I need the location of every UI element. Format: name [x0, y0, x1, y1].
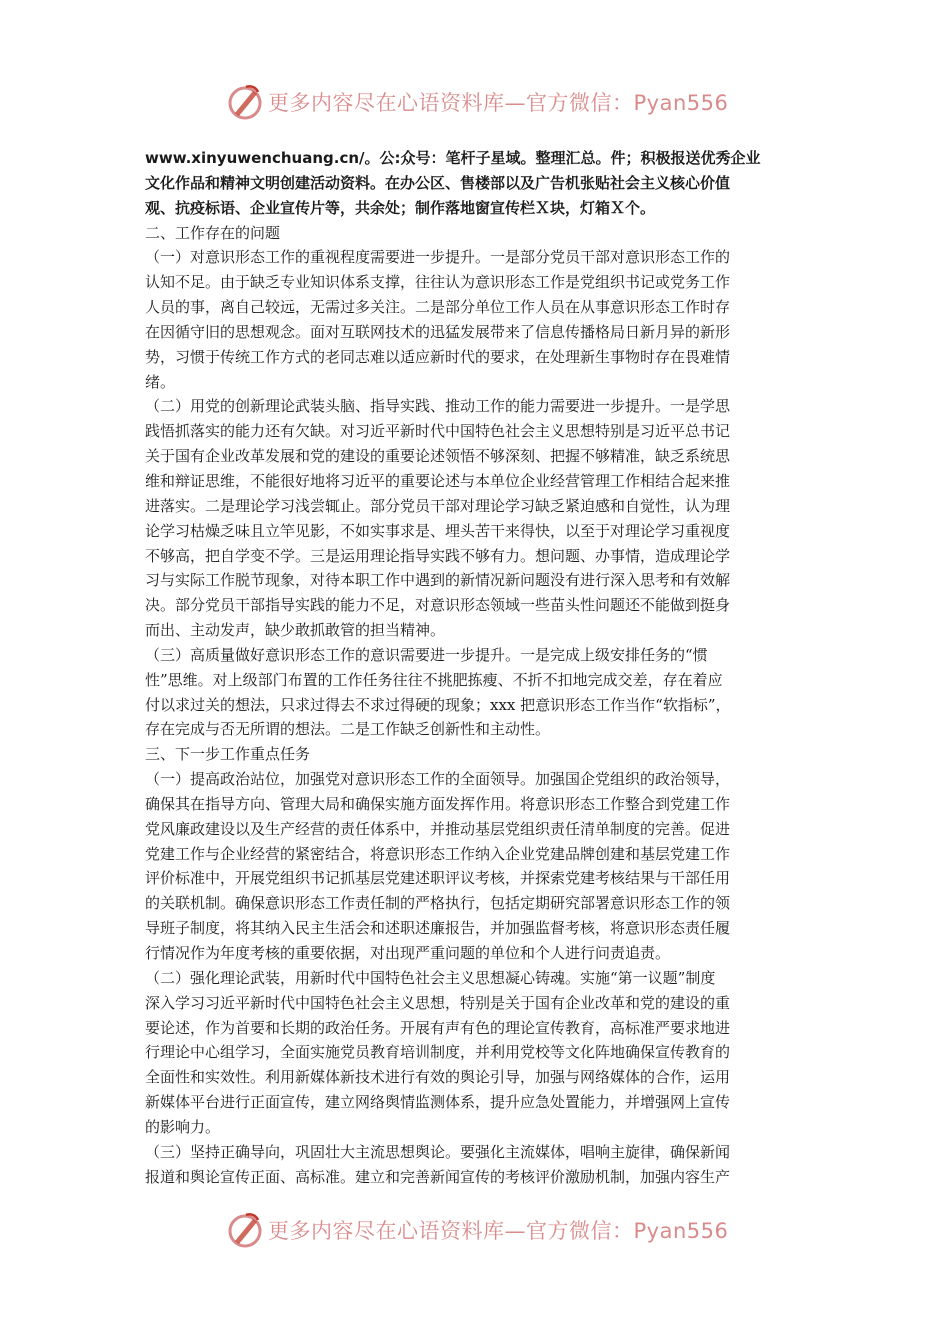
text-line: 性”思维。对上级部门布置的工作任务往往不挑肥拣瘦、不折不扣地完成交差，存在着应 — [145, 670, 723, 689]
pen-circle-logo-icon — [226, 83, 264, 121]
text-line: （二）强化理论武装，用新时代中国特色社会主义思想凝心铸魂。实施“第一议题”制度 — [145, 968, 716, 987]
text-line: 三、下一步工作重点任务 — [145, 745, 311, 764]
text-line: 新媒体平台进行正面宣传，建立网络舆情监测体系，提升应急处置能力，并增强网上宣传 — [145, 1093, 731, 1112]
text-line: 观、抗疫标语、企业宣传片等，共余处；制作落地窗宣传栏Ｘ块，灯箱Ｘ个。 — [145, 198, 656, 217]
text-line: 在因循守旧的思想观念。面对互联网技术的迅猛发展带来了信息传播格局日新月异的新形 — [145, 322, 731, 341]
pen-circle-logo-icon — [226, 1211, 264, 1249]
text-line: 行情况作为年度考核的重要依据，对出现严重问题的单位和个人进行问责追责。 — [145, 944, 671, 962]
text-line: 二、工作存在的问题 — [145, 223, 281, 242]
text-line: 关于国有企业改革发展和党的建设的重要论述领悟不够深刻、把握不够精准，缺乏系统思 — [145, 447, 731, 466]
text-line: 评价标准中，开展党组织书记抓基层党建述职评议考核，并探索党建考核结果与干部任用 — [145, 869, 731, 888]
text-line: 势，习惯于传统工作方式的老同志难以适应新时代的要求，在处理新生事物时存在畏难情 — [145, 347, 731, 366]
text-line: 论学习枯燥乏味且立竿见影，不如实事求是、埋头苦干来得快，以至于对理论学习重视度 — [145, 521, 731, 540]
text-line: 报道和舆论宣传正面、高标准。建立和完善新闻宣传的考核评价激励机制，加强内容生产 — [145, 1167, 731, 1186]
text-line: 人员的事，离自己较远，无需过多关注。二是部分单位工作人员在从事意识形态工作时存 — [145, 298, 731, 317]
banner-text: 更多内容尽在心语资料库—官方微信：Pyan556 — [268, 91, 729, 115]
text-line: 存在完成与否无所谓的想法。二是工作缺乏创新性和主动性。 — [145, 720, 551, 739]
text-line: 绪。 — [145, 372, 176, 391]
text-line: 确保其在指导方向、管理大局和确保实施方面发挥作用。将意识形态工作整合到党建工作 — [145, 794, 731, 813]
text-line: 维和辩证思维，不能很好地将习近平的重要论述与本单位企业经营管理工作相结合起来推 — [145, 471, 731, 490]
text-line: 的影响力。 — [145, 1117, 221, 1136]
text-line: （一）对意识形态工作的重视程度需要进一步提升。一是部分党员干部对意识形态工作的 — [145, 248, 731, 267]
text-line: （二）用党的创新理论武装头脑、指导实践、推动工作的能力需要进一步提升。一是学思 — [145, 397, 731, 416]
banner-text: 更多内容尽在心语资料库—官方微信：Pyan556 — [268, 1219, 729, 1243]
text-line: 文化作品和精神文明创建活动资料。在办公区、售楼部以及广告机张贴社会主义核心价值 — [145, 173, 731, 192]
text-line: 而出、主动发声，缺少敢抓敢管的担当精神。 — [145, 621, 446, 640]
text-line: 深入学习习近平新时代中国特色社会主义思想，特别是关于国有企业改革和党的建设的重 — [145, 993, 731, 1012]
text-line: 导班子制度，将其纳入民主生活会和述职述廉报告，并加强监督考核，将意识形态责任履 — [145, 919, 731, 938]
text-line: 要论述，作为首要和长期的政治任务。开展有声有色的理论宣传教育，高标准严要求地进 — [145, 1018, 731, 1037]
text-line: 党风廉政建设以及生产经营的责任体系中，并推动基层党组织责任清单制度的完善。促进 — [145, 819, 731, 838]
text-line: www.xinyuwenchuang.cn/。公:众号：笔杆子星域。整理汇总。件；积极报送优秀企业 — [145, 149, 761, 167]
text-line: 全面性和实效性。利用新媒体新技术进行有效的舆论引导，加强与网络媒体的合作，运用 — [145, 1068, 731, 1087]
text-line: （三）高质量做好意识形态工作的意识需要进一步提升。一是完成上级安排任务的“惯 — [145, 645, 708, 664]
text-line: 践悟抓落实的能力还有欠缺。对习近平新时代中国特色社会主义思想特别是习近平总书记 — [145, 422, 731, 441]
text-line: 进落实。二是理论学习浅尝辄止。部分党员干部对理论学习缺乏紧迫感和自觉性，认为理 — [145, 496, 731, 515]
document-body — [145, 146, 815, 1189]
header-watermark-banner — [226, 82, 746, 122]
text-line: 付以求过关的想法，只求过得去不求过得硬的现象；xxx 把意识形态工作当作“软指标”， — [145, 695, 731, 714]
text-line: 习与实际工作脱节现象，对待本职工作中遇到的新情况新问题没有进行深入思考和有效解 — [145, 571, 731, 590]
footer-watermark-banner — [226, 1210, 746, 1250]
text-line: 认知不足。由于缺乏专业知识体系支撑，往往认为意识形态工作是党组织书记或党务工作 — [145, 273, 731, 292]
text-line: 的关联机制。确保意识形态工作责任制的严格执行，包括定期研究部署意识形态工作的领 — [145, 894, 731, 913]
text-line: 决。部分党员干部指导实践的能力不足，对意识形态领域一些苗头性问题还不能做到挺身 — [145, 596, 731, 615]
text-line: （一）提高政治站位，加强党对意识形态工作的全面领导。加强国企党组织的政治领导， — [145, 770, 731, 789]
text-line: 行理论中心组学习，全面实施党员教育培训制度，并利用党校等文化阵地确保宣传教育的 — [145, 1043, 731, 1062]
text-line: 党建工作与企业经营的紧密结合，将意识形态工作纳入企业党建品牌创建和基层党建工作 — [145, 844, 731, 863]
text-line: 不够高，把自学变不学。三是运用理论指导实践不够有力。想问题、办事情，造成理论学 — [145, 546, 731, 565]
text-line: （三）坚持正确导向，巩固壮大主流思想舆论。要强化主流媒体，唱响主旋律，确保新闻 — [145, 1142, 731, 1161]
